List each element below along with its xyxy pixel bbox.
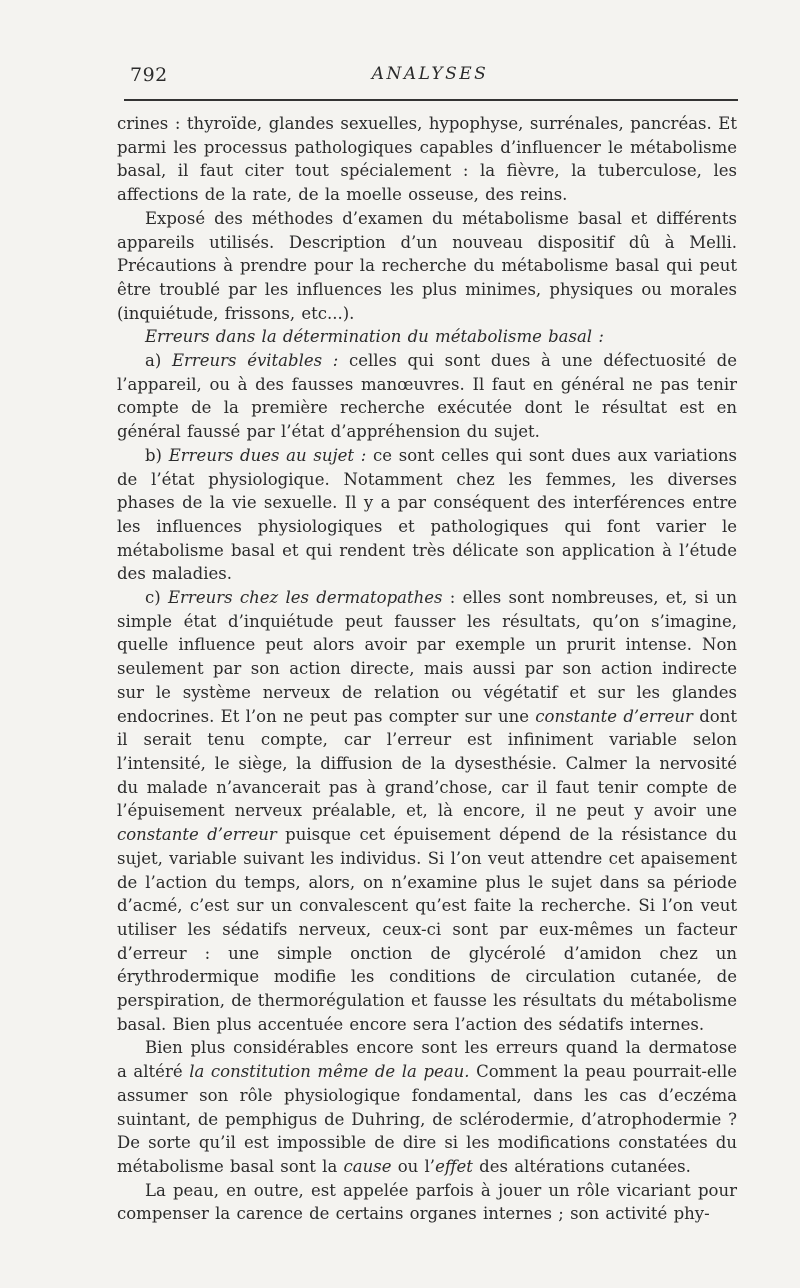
item-text-a: celles qui sont dues à une défectuosité de l’appareil, ou à des fausses manœuvres. Il faut en général ne pas tenir compte de la première recherche exécutée dont le résultat est en général faussé par l’état d’appréhension du sujet. [117, 351, 737, 442]
item-title-b: Erreurs dues au sujet : [168, 445, 367, 465]
item-label-a: a) [145, 351, 162, 371]
italic-phrase: constante d’erreur [535, 706, 693, 726]
paragraph-c [117, 586, 737, 1036]
italic-phrase: cause [343, 1156, 392, 1176]
item-text-b: ce sont celles qui sont dues aux variations de l’état physiologique. Notamment chez les femmes, les diverses phases de la vie sexuelle. Il y a par conséquent des interférences entre les influences physiologiques et pathologiques qui font varier le métabolisme basal et qui rendent très délicate son application à l’étude des maladies. [117, 445, 737, 584]
p7-text-2: Comment la peau pourrait-elle assumer son rôle physiologique fondamental, dans les cas d’eczéma suintant, de pemphigus de Duhring, de sclérodermie, d’atrophodermie ? De sorte qu’il est impossible de dire si les modifications constatées du métabolisme basal sont la [117, 1062, 737, 1176]
item-text-c-3: puisque cet épuisement dépend de la résistance du sujet, variable suivant les individus. Si l’on veut attendre cet apaisement de l’action du temps, alors, on n’examine plus le sujet dans sa période d’acmé, c’est sur un convalescent qu’est faite la recherche. Si l’on veut utiliser les sédatifs nerveux, ceux-ci sont par eux-mêmes un facteur d’erreur : une simple onction de glycérolé d’amidon chez un érythrodermique modifie les conditions de circulation cutanée, de perspiration, de thermorégulation et fausse les résultats du métabolisme basal. Bien plus accentuée encore sera l’action des sédatifs internes. [117, 825, 737, 1034]
italic-phrase: la constitution même de la peau. [189, 1062, 470, 1082]
item-label-b: b) [145, 445, 162, 465]
body-text [117, 112, 737, 1226]
section-heading [117, 325, 737, 349]
italic-phrase: effet [435, 1156, 473, 1176]
paragraph-1: crines : thyroïde, glandes sexuelles, hypophyse, surrénales, pancréas. Et parmi les processus pathologiques capables d’influencer le métabolisme basal, il faut citer tout spécialement : la fièvre, la tuberculose, les affections de la rate, de la moelle osseuse, des reins. [117, 114, 737, 205]
paragraph-a [117, 349, 737, 444]
item-text-c-2: dont il serait tenu compte, car l’erreur est infiniment variable selon l’intensité, le siège, la diffusion de la dysesthésie. Calmer la nervosité du malade n’avancerait pas à grand’chose, car il faut tenir compte de l’épuisement nerveux préalable, et, là encore, il ne peut y avoir une [117, 706, 737, 821]
item-text-c-1: : elles sont nombreuses, et, si un simple état d’inquiétude peut fausser les résultats, qu’on s’imagine, quelle influence peut alors avoir par exemple un prurit intense. Non seulement par son action directe, mais aussi par son action indirecte sur le système nerveux de relation ou végétatif et sur les glandes endocrines. Et l’on ne peut pas compter sur une [117, 588, 737, 726]
section-heading-text: Erreurs dans la détermination du métabolisme basal : [145, 327, 604, 347]
p7-text-4: des altérations cutanées. [472, 1156, 691, 1176]
item-label-c: c) [145, 588, 161, 608]
paragraph-8: La peau, en outre, est appelée parfois à jouer un rôle vicariant pour compenser la carence de certains organes internes ; son activité phy- [117, 1180, 737, 1224]
paragraph-b [117, 444, 737, 586]
page-number: 792 [130, 64, 168, 86]
running-title: ANALYSES [371, 64, 489, 84]
p7-text-1: Bien plus considérables encore sont les erreurs quand la dermatose a altéré [117, 1038, 737, 1082]
paragraph-2: Exposé des méthodes d’examen du métabolisme basal et différents appareils utilisés. Description d’un nouveau dispositif dû à Melli. Précautions à prendre pour la recherche du métabolisme basal qui peut être troublé par les influences les plus minimes, physiques ou morales (inquiétude, frissons, etc...). [117, 208, 737, 323]
item-title-a: Erreurs évitables : [171, 351, 339, 371]
paragraph-7 [117, 1036, 737, 1178]
italic-phrase: constante d’erreur [117, 825, 277, 845]
p7-text-3: ou l’ [391, 1156, 436, 1176]
header-rule [124, 99, 738, 101]
item-title-c: Erreurs chez les dermatopathes [168, 588, 443, 608]
page-header [124, 62, 736, 92]
